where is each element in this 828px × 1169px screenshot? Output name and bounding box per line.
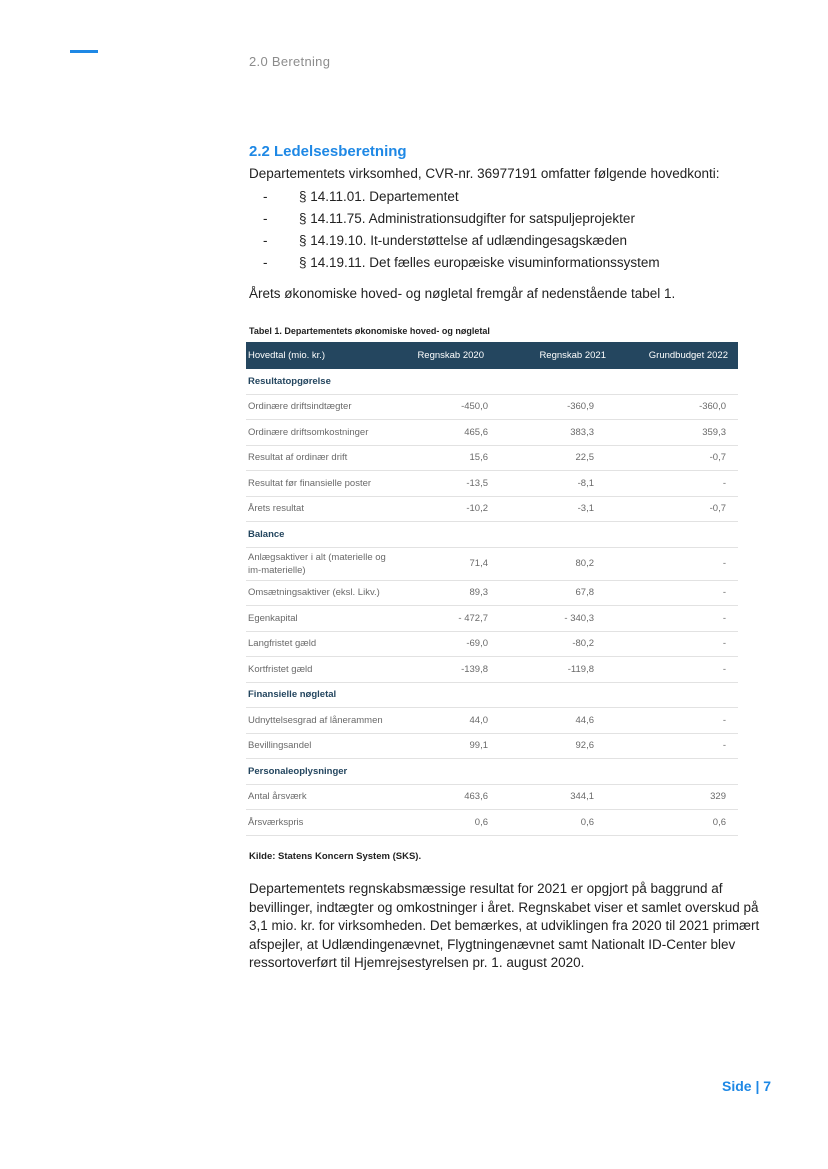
cell-value: 465,6 [396,420,494,446]
cell-value: -360,0 [616,394,738,420]
cell-value: 0,6 [396,810,494,836]
row-label: Anlægsaktiver i alt (materielle og im-materielle) [246,547,396,580]
section-heading: Balance [246,522,738,548]
row-label: Ordinære driftsindtægter [246,394,396,420]
section-heading: Personaleoplysninger [246,759,738,785]
cell-value: -139,8 [396,657,494,683]
row-label: Kortfristet gæld [246,657,396,683]
table-section-row [246,522,738,548]
cell-value: 329 [616,784,738,810]
table-row [246,784,738,810]
row-label: Egenkapital [246,606,396,632]
row-label: Årets resultat [246,496,396,522]
account-label: § 14.19.11. Det fælles europæiske visuminformationssystem [299,255,660,270]
bullet-dash: - [263,255,268,270]
row-label: Udnyttelsesgrad af lånerammen [246,708,396,734]
cell-value: 0,6 [494,810,616,836]
table-row [246,471,738,497]
cell-value: -0,7 [616,496,738,522]
cell-value: -3,1 [494,496,616,522]
table-row [246,606,738,632]
cell-value: 383,3 [494,420,616,446]
table-row [246,733,738,759]
table-lead-paragraph: Årets økonomiske hoved- og nøgletal fremgår af nedenstående tabel 1. [249,286,676,301]
cell-value: 67,8 [494,580,616,606]
table-row [246,810,738,836]
account-item [263,208,660,230]
accounts-list [263,186,660,274]
cell-value: - [616,733,738,759]
cell-value: 44,0 [396,708,494,734]
column-header: Regnskab 2020 [396,342,494,369]
financial-table [246,342,738,836]
cell-value: - [616,708,738,734]
table-row [246,631,738,657]
row-label: Ordinære driftsomkostninger [246,420,396,446]
cell-value: -69,0 [396,631,494,657]
cell-value: - 340,3 [494,606,616,632]
table-row [246,445,738,471]
cell-value: 22,5 [494,445,616,471]
bullet-dash: - [263,233,268,248]
section-heading: Finansielle nøgletal [246,682,738,708]
table-row [246,547,738,580]
table-section-row [246,759,738,785]
section-title: 2.2 Ledelsesberetning [249,143,407,160]
cell-value: 44,6 [494,708,616,734]
cell-value: 71,4 [396,547,494,580]
intro-paragraph: Departementets virksomhed, CVR-nr. 36977191 omfatter følgende hovedkonti: [249,166,720,181]
cell-value: - [616,606,738,632]
account-label: § 14.11.01. Departementet [299,189,459,204]
column-header: Grundbudget 2022 [616,342,738,369]
account-item [263,252,660,274]
cell-value: - [616,631,738,657]
row-label: Resultat før finansielle poster [246,471,396,497]
table-row [246,580,738,606]
cell-value: 15,6 [396,445,494,471]
cell-value: 92,6 [494,733,616,759]
row-label: Bevillingsandel [246,733,396,759]
cell-value: 99,1 [396,733,494,759]
table-section-row [246,682,738,708]
cell-value: 89,3 [396,580,494,606]
cell-value: - [616,580,738,606]
cell-value: -10,2 [396,496,494,522]
running-head: 2.0 Beretning [249,54,331,69]
row-label: Antal årsværk [246,784,396,810]
cell-value: -13,5 [396,471,494,497]
conclusion-paragraph: Departementets regnskabsmæssige resultat for 2021 er opgjort på baggrund af bevillinger, indtægter og omkostninger i året. Regnskabet viser et samlet overskud på 3,1 mio. kr. for virksomheden. Det bemærkes, at udviklingen fra 2020 til 2021 primært afspejler, at Udlændingenævnet, Flygtningenævnet samt Nationalt ID-Center blev ressortoverført til Hjemrejsestyrelsen pr. 1. august 2020. [249,881,760,970]
table-caption: Tabel 1. Departementets økonomiske hoved- og nøgletal [249,326,490,336]
page-number: Side | 7 [722,1078,772,1094]
account-item [263,186,660,208]
cell-value: - [616,471,738,497]
column-header: Hovedtal (mio. kr.) [246,342,396,369]
cell-value: -450,0 [396,394,494,420]
table-row [246,708,738,734]
row-label: Omsætningsaktiver (eksl. Likv.) [246,580,396,606]
cell-value: -119,8 [494,657,616,683]
bullet-dash: - [263,211,268,226]
cell-value: - [616,547,738,580]
table-row [246,394,738,420]
account-item [263,230,660,252]
table-row [246,496,738,522]
table-row [246,657,738,683]
row-label: Resultat af ordinær drift [246,445,396,471]
bullet-dash: - [263,189,268,204]
cell-value: -80,2 [494,631,616,657]
table-section-row [246,369,738,394]
table-source-note: Kilde: Statens Koncern System (SKS). [249,851,422,862]
row-label: Årsværkspris [246,810,396,836]
cell-value: 359,3 [616,420,738,446]
account-label: § 14.19.10. It-understøttelse af udlændingesagskæden [299,233,627,248]
cell-value: -8,1 [494,471,616,497]
section-heading: Resultatopgørelse [246,369,738,394]
header-accent-bar [70,50,98,53]
cell-value: - [616,657,738,683]
cell-value: 463,6 [396,784,494,810]
cell-value: -0,7 [616,445,738,471]
cell-value: -360,9 [494,394,616,420]
cell-value: 0,6 [616,810,738,836]
cell-value: - 472,7 [396,606,494,632]
column-header: Regnskab 2021 [494,342,616,369]
cell-value: 80,2 [494,547,616,580]
row-label: Langfristet gæld [246,631,396,657]
table-header-row [246,342,738,369]
cell-value: 344,1 [494,784,616,810]
account-label: § 14.11.75. Administrationsudgifter for satspuljeprojekter [299,211,635,226]
table-row [246,420,738,446]
